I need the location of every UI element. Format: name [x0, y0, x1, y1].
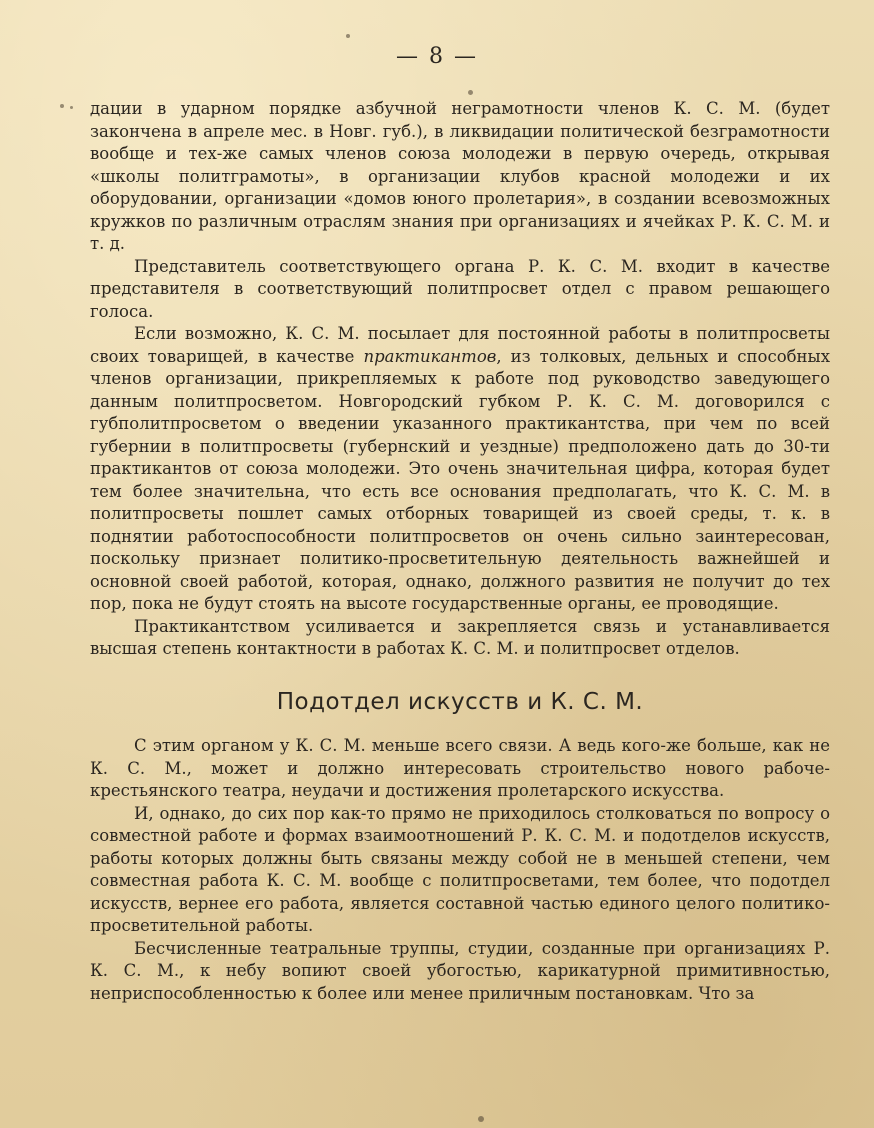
- paragraph-cooperation: И, однако, до сих пор как-то прямо не приходилось столковаться по вопросу о совместной работе и формах взаимоотношений Р. К. С. М. и подотделов искусств, работы которых должны быть связаны между собой не в меньшей степени, чем совместная работа К. С. М. вообще с политпросветами, тем более, что подотдел искусств, вернее его работа, является составной частью единого целого политико-просветительной работы.: [90, 803, 830, 935]
- paper-speck: [346, 34, 350, 38]
- paragraph-text: Если возможно, К. С. М. посылает для постоянной работы в политпросветы своих товарищей, в качестве: [90, 324, 830, 366]
- paper-speck: [70, 106, 73, 109]
- paragraph-contact: Практикантством усиливается и закрепляется связь и устанавливается высшая степень контактности в работах К. С. М. и политпросвет отделов.: [90, 616, 830, 658]
- paper-speck: [478, 1116, 484, 1122]
- paragraph-continuation: дации в ударном порядке азбучной неграмотности членов К. С. М. (будет закончена в апреле мес. в Новг. губ.), в ликвидации политической безграмотности вообще и тех-же самых членов союза молодежи в первую очередь, открывая «школы политграмоты», в организации клубов красной молодежи и их оборудовании, организации «домов юного пролетария», в создании всевозможных кружков по различным отраслям знания при организациях и ячейках Р. К. С. М. и т. д.: [90, 99, 830, 253]
- paper-speck: [468, 90, 473, 95]
- paragraph-praktikanty: [90, 323, 830, 616]
- page-number: — 8 —: [396, 44, 478, 69]
- section-heading: Подотдел искусств и К. С. М.: [276, 688, 644, 715]
- body-text: [90, 98, 830, 1005]
- emphasis-word: практикантов: [363, 346, 497, 366]
- paragraph-representative: Представитель соответствующего органа Р. К. С. М. входит в качестве представителя в соответствующий политпросвет отдел с правом решающего голоса.: [90, 256, 830, 321]
- paragraph-text: , из толковых, дельных и способных членов организации, прикрепляемых к работе под руководство заведующего данным политпросветом. Новгородский губком Р. К. С. М. договорился с губполитпросветом о введении указанного практикантства, при чем по всей губернии в политпросветы (губернский и уездные) предположено дать до 30-ти практикантов от союза молодежи. Это очень значительная цифра, которая будет тем более значительна, что есть все основания предполагать, что К. С. М. в политпросветы пошлет самых отборных товарищей из своей среды, т. к. в поднятии работоспособности политпросветов он очень сильно заинтересован, поскольку признает политико-просветительную деятельность важнейшей и основной своей работой, которая, однако, должного развития не получит до тех пор, пока не будут стоять на высоте государственные органы, ее проводящие.: [90, 346, 830, 613]
- paper-speck: [60, 104, 64, 108]
- paragraph-theatre-troupes: Бесчисленные театральные труппы, студии, созданные при организациях Р. К. С. М., к небу вопиют своей убогостью, карикатурной примитивностью, неприспособленностью к более или менее приличным постановкам. Что за: [90, 938, 830, 1003]
- paragraph-art-relation: С этим органом у К. С. М. меньше всего связи. А ведь кого-же больше, как не К. С. М., может и должно интересовать строительство нового рабоче-крестьянского театра, неудачи и достижения пролетарского искусства.: [90, 736, 830, 800]
